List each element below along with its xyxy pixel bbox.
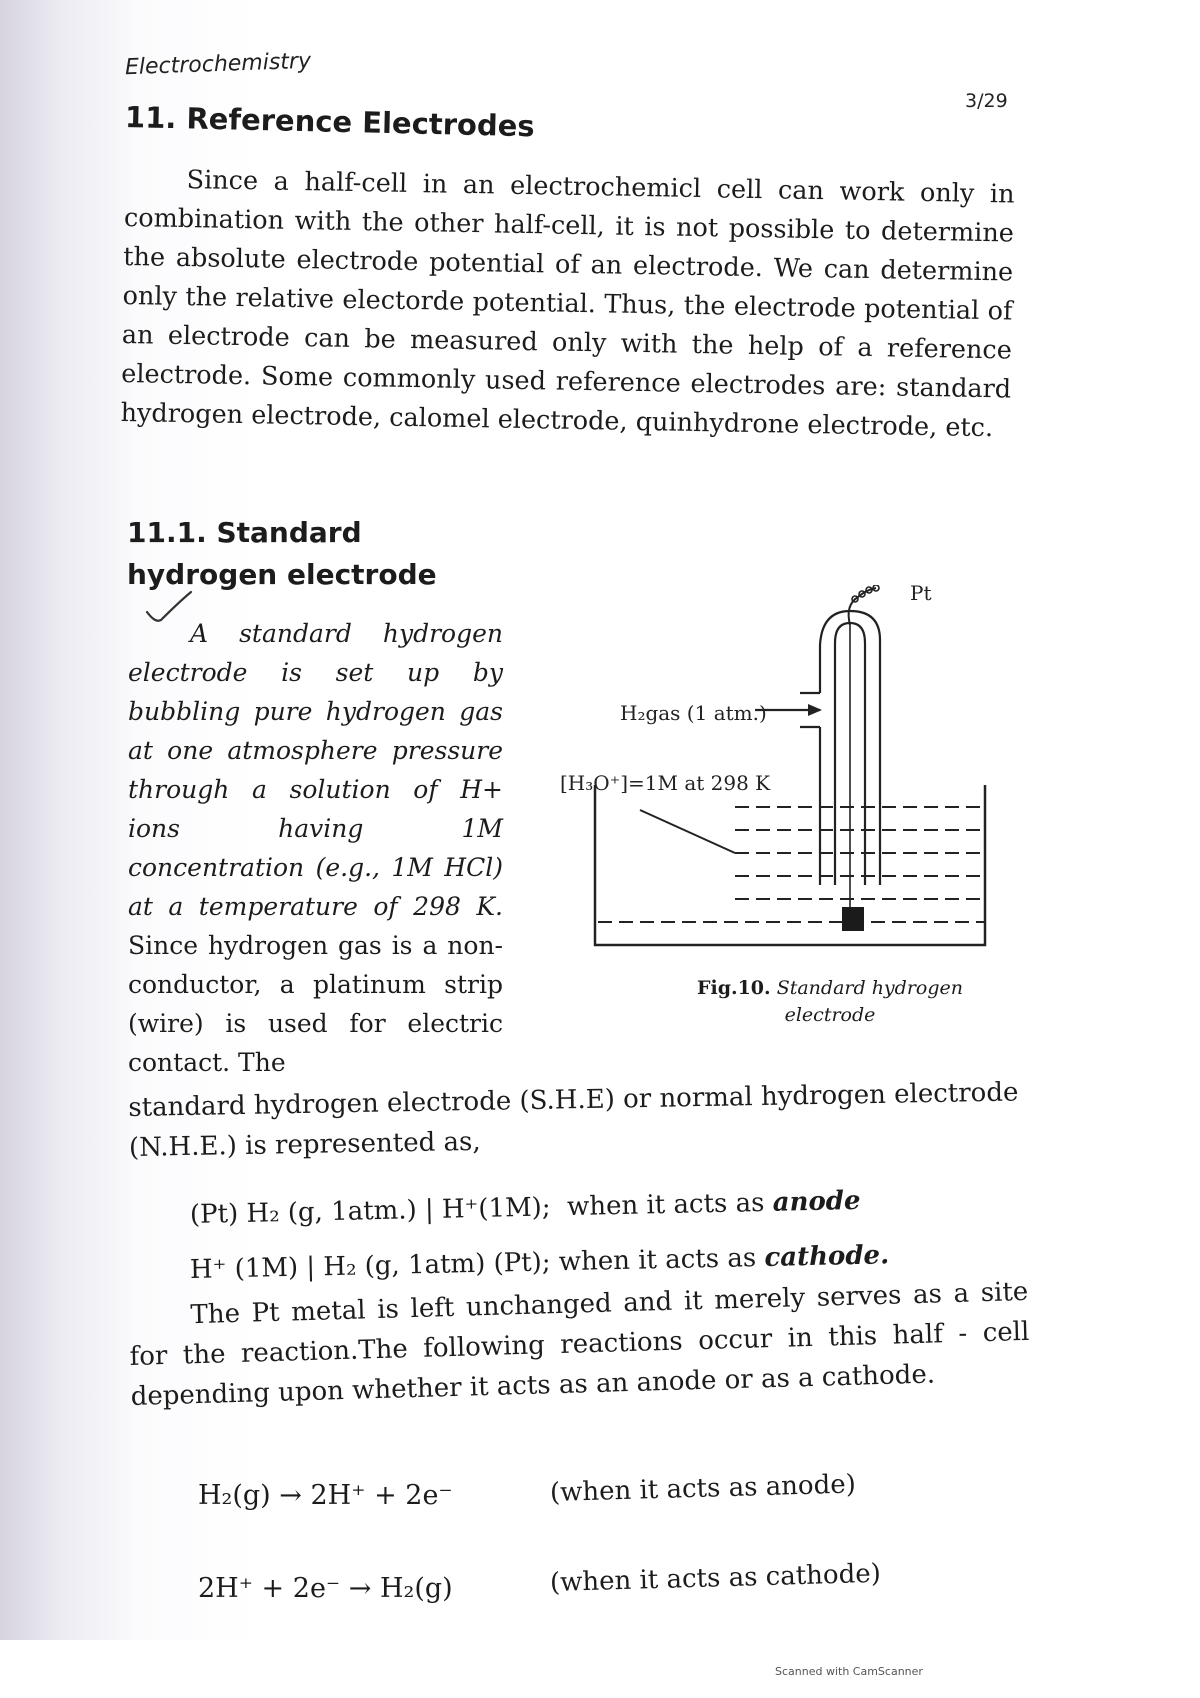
- reaction-anode-equation: H₂(g) → 2H⁺ + 2e⁻: [198, 1480, 453, 1511]
- scanner-watermark: Scanned with CamScanner: [775, 1665, 923, 1678]
- page-bottom-margin: [0, 1640, 1200, 1698]
- upright-text: Since hydrogen gas is a non-conductor, a platinum strip (wire) is used for electric contact. The: [128, 931, 503, 1077]
- concentration-label: [H₃O⁺]=1M at 298 K: [560, 771, 771, 795]
- representation-role: cathode.: [764, 1240, 890, 1273]
- section-paragraph: Since a half-cell in an electrochemicl cell can work only in combination with the other half-cell, it is not possible to determine the absolute electrode potential of an electrode. We can determine only the relative electorde potential. Thus, the electrode potential of an electrode can be measured only with the help of a reference electrode. Some commonly used reference electrodes are: standard hydrogen electrode, calomel electrode, quinhydrone electrode, etc.: [120, 165, 1015, 444]
- platinum-label: Pt: [910, 581, 932, 605]
- representation-formula: (Pt) H₂ (g, 1atm.) | H⁺(1M);: [189, 1192, 551, 1230]
- italic-definition: A standard hydrogen electrode is set up by bubbling pure hydrogen gas at one atmosphere pressure through a solution of H+ ions having 1M concentration (e.g., 1M HCl) at a temperature of 298 K.: [128, 619, 503, 921]
- header-subject: Electrochemistry: [124, 48, 312, 81]
- representation-anode: [190, 1186, 861, 1230]
- reaction-anode-note: (when it acts as anode): [549, 1469, 857, 1508]
- representation-prefix: when it acts as: [566, 1187, 765, 1223]
- subsection-paragraph: [128, 614, 503, 1082]
- representation-role: anode: [772, 1185, 861, 1218]
- hydrogen-gas-label: H₂gas (1 atm.): [620, 701, 767, 725]
- reaction-cathode-note: (when it acts as cathode): [549, 1558, 882, 1598]
- reaction-cathode-equation: 2H⁺ + 2e⁻ → H₂(g): [198, 1573, 453, 1604]
- section-heading: 11. Reference Electrodes: [124, 100, 535, 144]
- paragraph-pt-metal: The Pt metal is left unchanged and it merely serves as a site for the reaction.The following reactions occur in this half - cell depending upon whether it acts as an anode or as a cathode.: [129, 1276, 1030, 1412]
- figure-caption: [690, 975, 970, 1029]
- representation-prefix: when it acts as: [558, 1243, 757, 1278]
- figure-caption-text: Standard hydrogen electrode: [776, 977, 963, 1026]
- figure-number: Fig.10.: [696, 977, 771, 999]
- subsection-heading: 11.1. Standard hydrogen electrode: [127, 516, 437, 591]
- representation-formula: H⁺ (1M) | H₂ (g, 1atm) (Pt);: [189, 1247, 551, 1285]
- standard-hydrogen-electrode-figure: [560, 581, 1020, 975]
- page-number: 3/29: [965, 90, 1008, 112]
- subsection-continuation: standard hydrogen electrode (S.H.E) or normal hydrogen electrode (N.H.E.) is represented as,: [128, 1077, 1019, 1163]
